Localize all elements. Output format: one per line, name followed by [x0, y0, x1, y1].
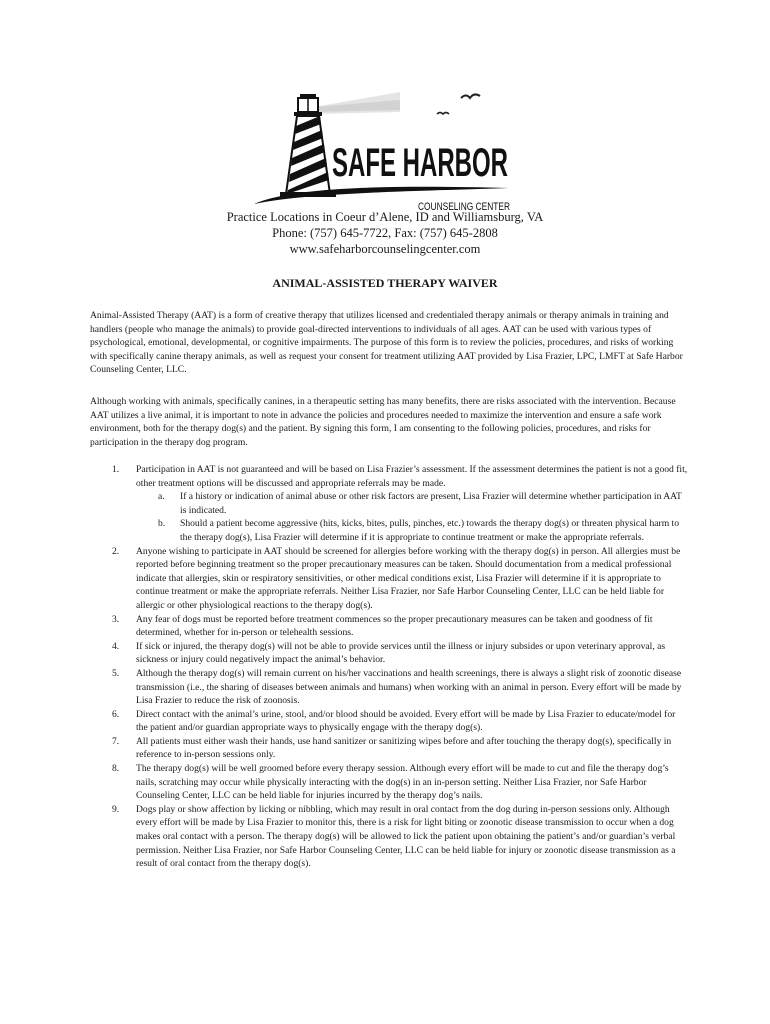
safe-harbor-logo: [250, 90, 515, 213]
sub-item-letter: b.: [158, 518, 166, 530]
list-item: [90, 667, 688, 708]
sub-list: [136, 490, 688, 544]
item-text: Participation in AAT is not guaranteed and will be based on Lisa Frazier’s assessment. If the assessment determines the patient is not a good fit, other treatment options will be discussed and appropriate referrals may be made.: [136, 464, 688, 489]
item-number: 6.: [112, 708, 120, 720]
item-number: 4.: [112, 640, 120, 652]
item-text: The therapy dog(s) will be well groomed before every therapy session. Although every effort will be made to cut and file the therapy dog’s nails, scratching may occur while physically interacting with the dog(s) in an in-person setting. Neither Lisa Frazier, nor Safe Harbor Counseling Center, LLC can be held liable for injuries incurred by the therapy dog’s nails.: [136, 763, 669, 802]
item-number: 8.: [112, 763, 120, 775]
document-title: ANIMAL-ASSISTED THERAPY WAIVER: [272, 276, 498, 290]
item-number: 7.: [112, 735, 120, 747]
item-number: 5.: [112, 667, 120, 679]
item-text: Anyone wishing to participate in AAT should be screened for allergies before working with the therapy dog(s) in person. All allergies must be reported before beginning treatment so the proper precautionary measures can be taken. Should documentation from a medical professional indicate that allergies, skin or respiratory sensitivities, or other medical conditions exist, Lisa Frazier will determine if it is appropriate to continue treatment or make the appropriate referrals. Neither Lisa Frazier, nor Safe Harbor Counseling Center, LLC can be held liable for allergic or other physiological reactions to the therapy dog(s).: [136, 545, 681, 611]
item-number: 3.: [112, 613, 120, 625]
list-item: [90, 708, 688, 735]
item-text: Dogs play or show affection by licking or nibbling, which may result in oral contact from the dog during in-person sessions only. Although every effort will be made by Lisa Frazier to monitor this, there is a risk for light biting or zoonotic disease transmission to occur when a dog makes oral contact with a person. The therapy dog(s) will be allowed to lick the patient upon obtaining the patient’s and/or guardian’s verbal permission. Neither Lisa Frazier, nor Safe Harbor Counseling Center, LLC can be held liable for injury or zoonotic disease transmission as a result of oral contact from the therapy dog(s).: [136, 803, 676, 870]
item-text: All patients must either wash their hands, use hand sanitizer or sanitizing wipes before and after touching the therapy dog(s), specifically in reference to in-person sessions only.: [136, 735, 672, 761]
item-text: Although the therapy dog(s) will remain current on his/her vaccinations and health screenings, there is always a slight risk of zoonotic disease transmission (i.e., the sharing of diseases between animals and humans) when working with an animal in person. Every effort will be made by Lisa Frazier to reduce the risk of zoonosis.: [136, 667, 682, 707]
sub-item: [136, 490, 688, 517]
logo-subtitle: COUNSELING CENTER: [418, 201, 511, 213]
item-text: Any fear of dogs must be reported before treatment commences so the proper precautionary measures can be taken and goodness of fit determined, whether for in-person or telehealth sessions.: [136, 613, 653, 639]
list-item: [90, 613, 688, 640]
list-item: [90, 545, 688, 613]
sub-item: [136, 517, 688, 544]
item-text: If sick or injured, the therapy dog(s) will not be able to provide services until the illness or injury subsides or upon veterinary approval, as sickness or injury could negatively impact the animal’s behavior.: [136, 640, 666, 666]
intro-paragraph: Although working with animals, specifically canines, in a therapeutic setting has many benefits, there are risks associated with the intervention. Because AAT utilizes a live animal, it is important to note in advance the policies and procedures needed to maximize the intervention and ensure a safe work environment, both for the therapy dog(s) and the patient. By signing this form, I am consenting to the following policies, procedures, and risks for participation in the therapy dog program.: [90, 396, 676, 448]
item-number: 9.: [112, 803, 120, 815]
list-item: [90, 803, 688, 871]
practice-locations: Practice Locations in Coeur d’Alene, ID and Williamsburg, VA: [226, 210, 544, 224]
intro-paragraph: Animal-Assisted Therapy (AAT) is a form of creative therapy that utilizes licensed and credentialed therapy animals or therapy animals in training and handlers (people who manage the animals) to provide goal-directed interventions to individuals of all ages. AAT can be used with various types of psychological, emotional, developmental, or cognitive impairments. The purpose of this form is to review the policies, procedures, and risks of working with specifically canine therapy animals, as well as request your consent for treatment utilizing AAT provided by Lisa Frazier, LPC, LMFT at Safe Harbor Counseling Center, LLC.: [90, 310, 683, 376]
list-item: [90, 463, 688, 545]
item-number: 1.: [112, 464, 120, 475]
seagull-icon: [437, 113, 449, 115]
sub-item-text: If a history or indication of animal abuse or other risk factors are present, Lisa Frazier will determine whether participation in AAT is indicated.: [180, 491, 682, 516]
logo-name: SAFE HARBOR: [332, 141, 509, 185]
website: www.safeharborcounselingcenter.com: [289, 242, 481, 256]
list-item: [90, 762, 688, 803]
item-text: Direct contact with the animal’s urine, stool, and/or blood should be avoided. Every effort will be made by Lisa Frazier to educate/model for the patient and/or guardian appropriate ways to physically engage with the therapy dog(s).: [136, 708, 676, 734]
policy-list: [90, 463, 688, 871]
list-item: [90, 735, 688, 762]
list-item: [90, 640, 688, 667]
seagull-icon: [461, 94, 480, 98]
item-number: 2.: [112, 545, 120, 557]
phone-fax: Phone: (757) 645-7722, Fax: (757) 645-2808: [272, 226, 498, 240]
sub-item-letter: a.: [158, 491, 165, 503]
sub-item-text: Should a patient become aggressive (hits, kicks, bites, pulls, pinches, etc.) towards the therapy dog(s) or threaten physical harm to the therapy dog(s), Lisa Frazier will determine if it is appropriate to continue treatment or make the appropriate referrals.: [180, 518, 680, 543]
